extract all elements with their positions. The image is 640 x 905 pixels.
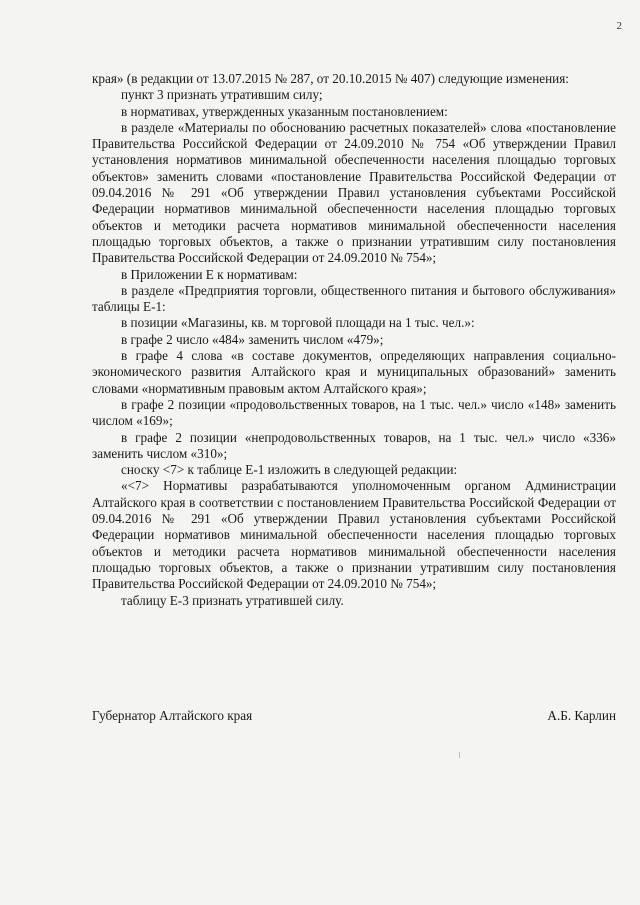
signature-block	[92, 708, 616, 724]
paragraph-column-2-484: в графе 2 число «484» заменить числом «479»;	[121, 331, 384, 347]
paragraph-appendix-e: в Приложении Е к нормативам:	[121, 266, 298, 282]
signatory-name: А.Б. Карлин	[547, 708, 616, 723]
paragraph-normatives: в нормативах, утвержденных указанным постановлением:	[121, 103, 448, 119]
paragraph-column-4: в графе 4 слова «в составе документов, определяющих направления социально-экономического развития Алтайского края и муниципальных образований» заменить словами «нормативным правовым актом Алтайского края»;	[92, 348, 616, 396]
signatory-position: Губернатор Алтайского края	[92, 708, 253, 723]
paragraph-amendments-intro: края» (в редакции от 13.07.2015 № 287, от 20.10.2015 № 407) следующие изменения:	[92, 71, 569, 86]
paragraph-materials-section: в разделе «Материалы по обоснованию расчетных показателей» слова «постановление Правительства Российской Федерации от 24.09.2010 № 754 «Об утверждении Правил установления нормативов минимальной обеспеченности населения площадью торговых объектов» заменить словами «постановление Правительства Российской Федерации от 09.04.2016 № 291 «Об утверждении Правил установления субъектами Российской Федерации нормативов минимальной обеспеченности населения площадью торговых объектов и методики расчета нормативов минимальной обеспеченности населения площадью торговых объектов, а также о признании утратившим силу постановления Правительства Российской Федерации от 24.09.2010 № 754»;	[92, 119, 616, 266]
page-number: 2	[616, 20, 622, 32]
paragraph-table-e3: таблицу Е-3 признать утратившей силу.	[121, 592, 344, 608]
paragraph-trade-section: в разделе «Предприятия торговли, общественного питания и бытового обслуживания» таблицы Е-1:	[92, 282, 616, 315]
paragraph-shops-position: в позиции «Магазины, кв. м торговой площади на 1 тыс. чел.»:	[121, 315, 475, 331]
paragraph-footnote-intro: сноску <7> к таблице Е-1 изложить в следующей редакции:	[121, 462, 458, 478]
paragraph-point-3: пункт 3 признать утратившим силу;	[121, 87, 323, 103]
document-body	[92, 71, 616, 609]
scan-speck	[459, 752, 460, 758]
paragraph-footnote-text: «<7> Нормативы разрабатываются уполномоченным органом Администрации Алтайского края в соответствии с постановлением Правительства Российской Федерации от 09.04.2016 № 291 «Об утверждении Правил установления субъектами Российской Федерации нормативов минимальной обеспеченности населения площадью торговых объектов и методики расчета нормативов минимальной обеспеченности населения площадью торговых объектов, а также о признании утратившим силу постановления Правительства Российской Федерации от 24.09.2010 № 754»;	[92, 478, 616, 592]
paragraph-food-goods: в графе 2 позиции «продовольственных товаров, на 1 тыс. чел.» число «148» заменить числом «169»;	[92, 396, 616, 429]
paragraph-non-food-goods: в графе 2 позиции «непродовольственных товаров, на 1 тыс. чел.» число «336» заменить числом «310»;	[92, 429, 616, 461]
